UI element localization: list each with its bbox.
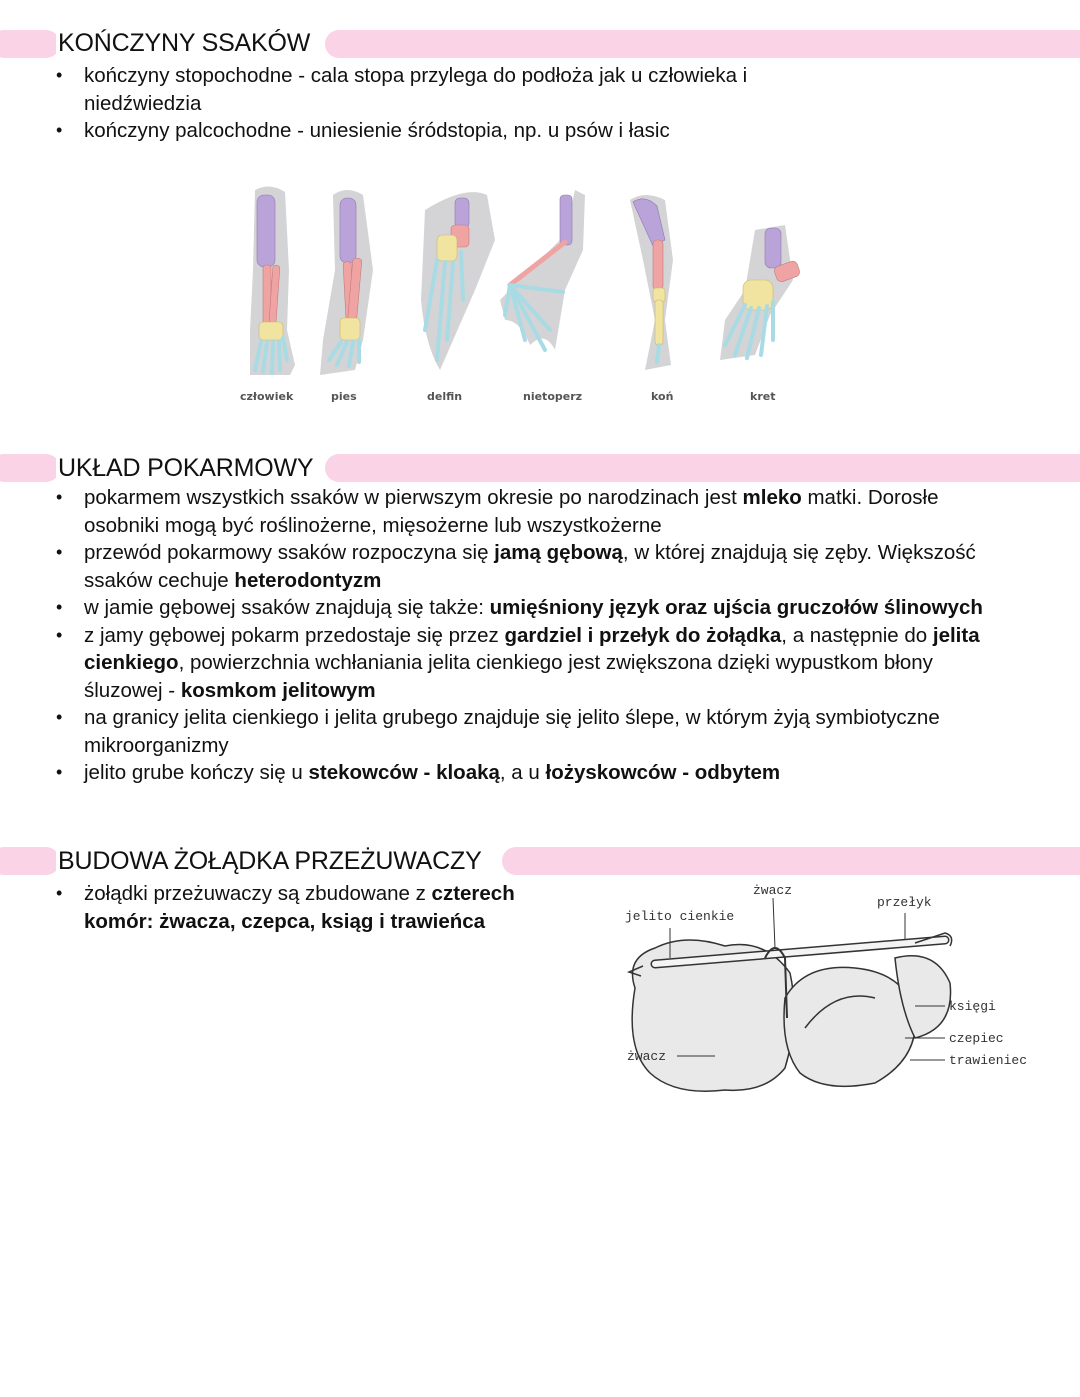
text-run: żołądki przeżuwaczy są zbudowane z	[84, 882, 432, 905]
text-run: , a u	[499, 761, 546, 784]
text-run: , powierzchnia wchłaniania jelita cienkiego jest zwiększona dzięki wypustkom błony śluzowej -	[84, 651, 933, 702]
bullet-item	[42, 622, 992, 705]
bold-text: łożyskowców - odbytem	[545, 761, 781, 784]
dog-limb	[320, 190, 373, 375]
fig-label-pies: pies	[331, 390, 357, 403]
heading-pill-left	[0, 30, 60, 58]
text-run: , w której znajdują się zęby. Większość ssaków cechuje	[84, 541, 976, 592]
label-zwacz-left: żwacz	[627, 1049, 667, 1064]
bat-wing	[500, 190, 585, 350]
label-czepiec: czepiec	[949, 1031, 1004, 1046]
bold-text: umięśniony język oraz ujścia gruczołów ślinowych	[489, 596, 983, 619]
mole-limb	[720, 225, 801, 360]
bullet-item	[42, 880, 522, 935]
section3-title: BUDOWA ŻOŁĄDKA PRZEŻUWACZY	[56, 845, 488, 877]
human-limb	[250, 186, 295, 375]
heading-pill-left	[0, 454, 60, 482]
text-run: przewód pokarmowy ssaków rozpoczyna się	[84, 541, 495, 564]
heading-pill-left	[0, 847, 60, 875]
reticulum-shape	[784, 967, 916, 1086]
label-ksiegi: księgi	[949, 999, 996, 1014]
bold-text: mleko	[742, 486, 802, 509]
bold-text: stekowców - kloaką	[308, 761, 500, 784]
bold-text: jamą gębową	[494, 541, 623, 564]
heading-pill-right	[325, 454, 1080, 482]
section3-bullets	[42, 880, 522, 935]
bold-text: kosmkom jelitowym	[180, 678, 376, 702]
label-jelito-cienkie: jelito cienkie	[625, 909, 735, 924]
bold-text: gardziel i przełyk do żołądka	[504, 623, 782, 647]
bullet-item	[42, 539, 992, 594]
section2-title: UKŁAD POKARMOWY	[56, 452, 319, 484]
fig-label-kret: kret	[750, 390, 776, 403]
text-run: , a następnie do	[781, 623, 933, 647]
section1-title: KOŃCZYNY SSAKÓW	[56, 27, 316, 59]
text-run: matki. Dorosłe osobniki mogą być roślinożerne, mięsożerne lub wszystkożerne	[84, 486, 939, 537]
text-run: z jamy gębowej pokarm przedostaje się przez	[84, 623, 505, 647]
bold-text: czterech komór: żwacza, czepca, ksiąg i trawieńca	[84, 882, 515, 933]
fig-label-czlowiek: człowiek	[240, 390, 294, 403]
ruminant-stomach-diagram	[615, 878, 1035, 1108]
bold-text: heterodontyzm	[234, 568, 382, 592]
text-run: pokarmem wszystkich ssaków w pierwszym okresie po narodzinach jest	[84, 486, 743, 509]
dolphin-flipper	[421, 192, 495, 370]
fig-label-delfin: delfin	[427, 390, 463, 403]
fig-label-kon: koń	[651, 390, 674, 403]
text-run: kończyny palcochodne - uniesienie śródstopia, np. u psów i łasic	[84, 119, 670, 142]
bullet-item	[42, 704, 992, 759]
text-run: na granicy jelita cienkiego i jelita grubego znajduje się jelito ślepe, w którym żyją symbiotyczne mikroorganizmy	[84, 706, 940, 757]
bullet-item	[42, 594, 992, 622]
heading-pill-right	[325, 30, 1080, 58]
limb-bones-figure	[225, 180, 825, 420]
fig-label-nietoperz: nietoperz	[523, 390, 583, 403]
label-przelyk: przełyk	[877, 895, 932, 910]
bold-text: jelita cienkiego	[84, 623, 980, 674]
heading-pill-right	[502, 847, 1080, 875]
text-run: kończyny stopochodne - cala stopa przylega do podłoża jak u człowieka i niedźwiedzia	[84, 64, 748, 115]
label-trawieniec: trawieniec	[949, 1053, 1028, 1068]
section2-bullets	[42, 484, 992, 787]
horse-limb	[630, 195, 673, 370]
bullet-item	[42, 484, 992, 539]
bullet-item	[42, 117, 772, 145]
bullet-item	[42, 759, 992, 787]
text-run: jelito grube kończy się u	[84, 761, 309, 784]
section1-bullets	[42, 62, 772, 145]
bullet-item	[42, 62, 772, 117]
text-run: w jamie gębowej ssaków znajdują się także:	[84, 596, 490, 619]
label-zwacz-top: żwacz	[753, 883, 793, 898]
